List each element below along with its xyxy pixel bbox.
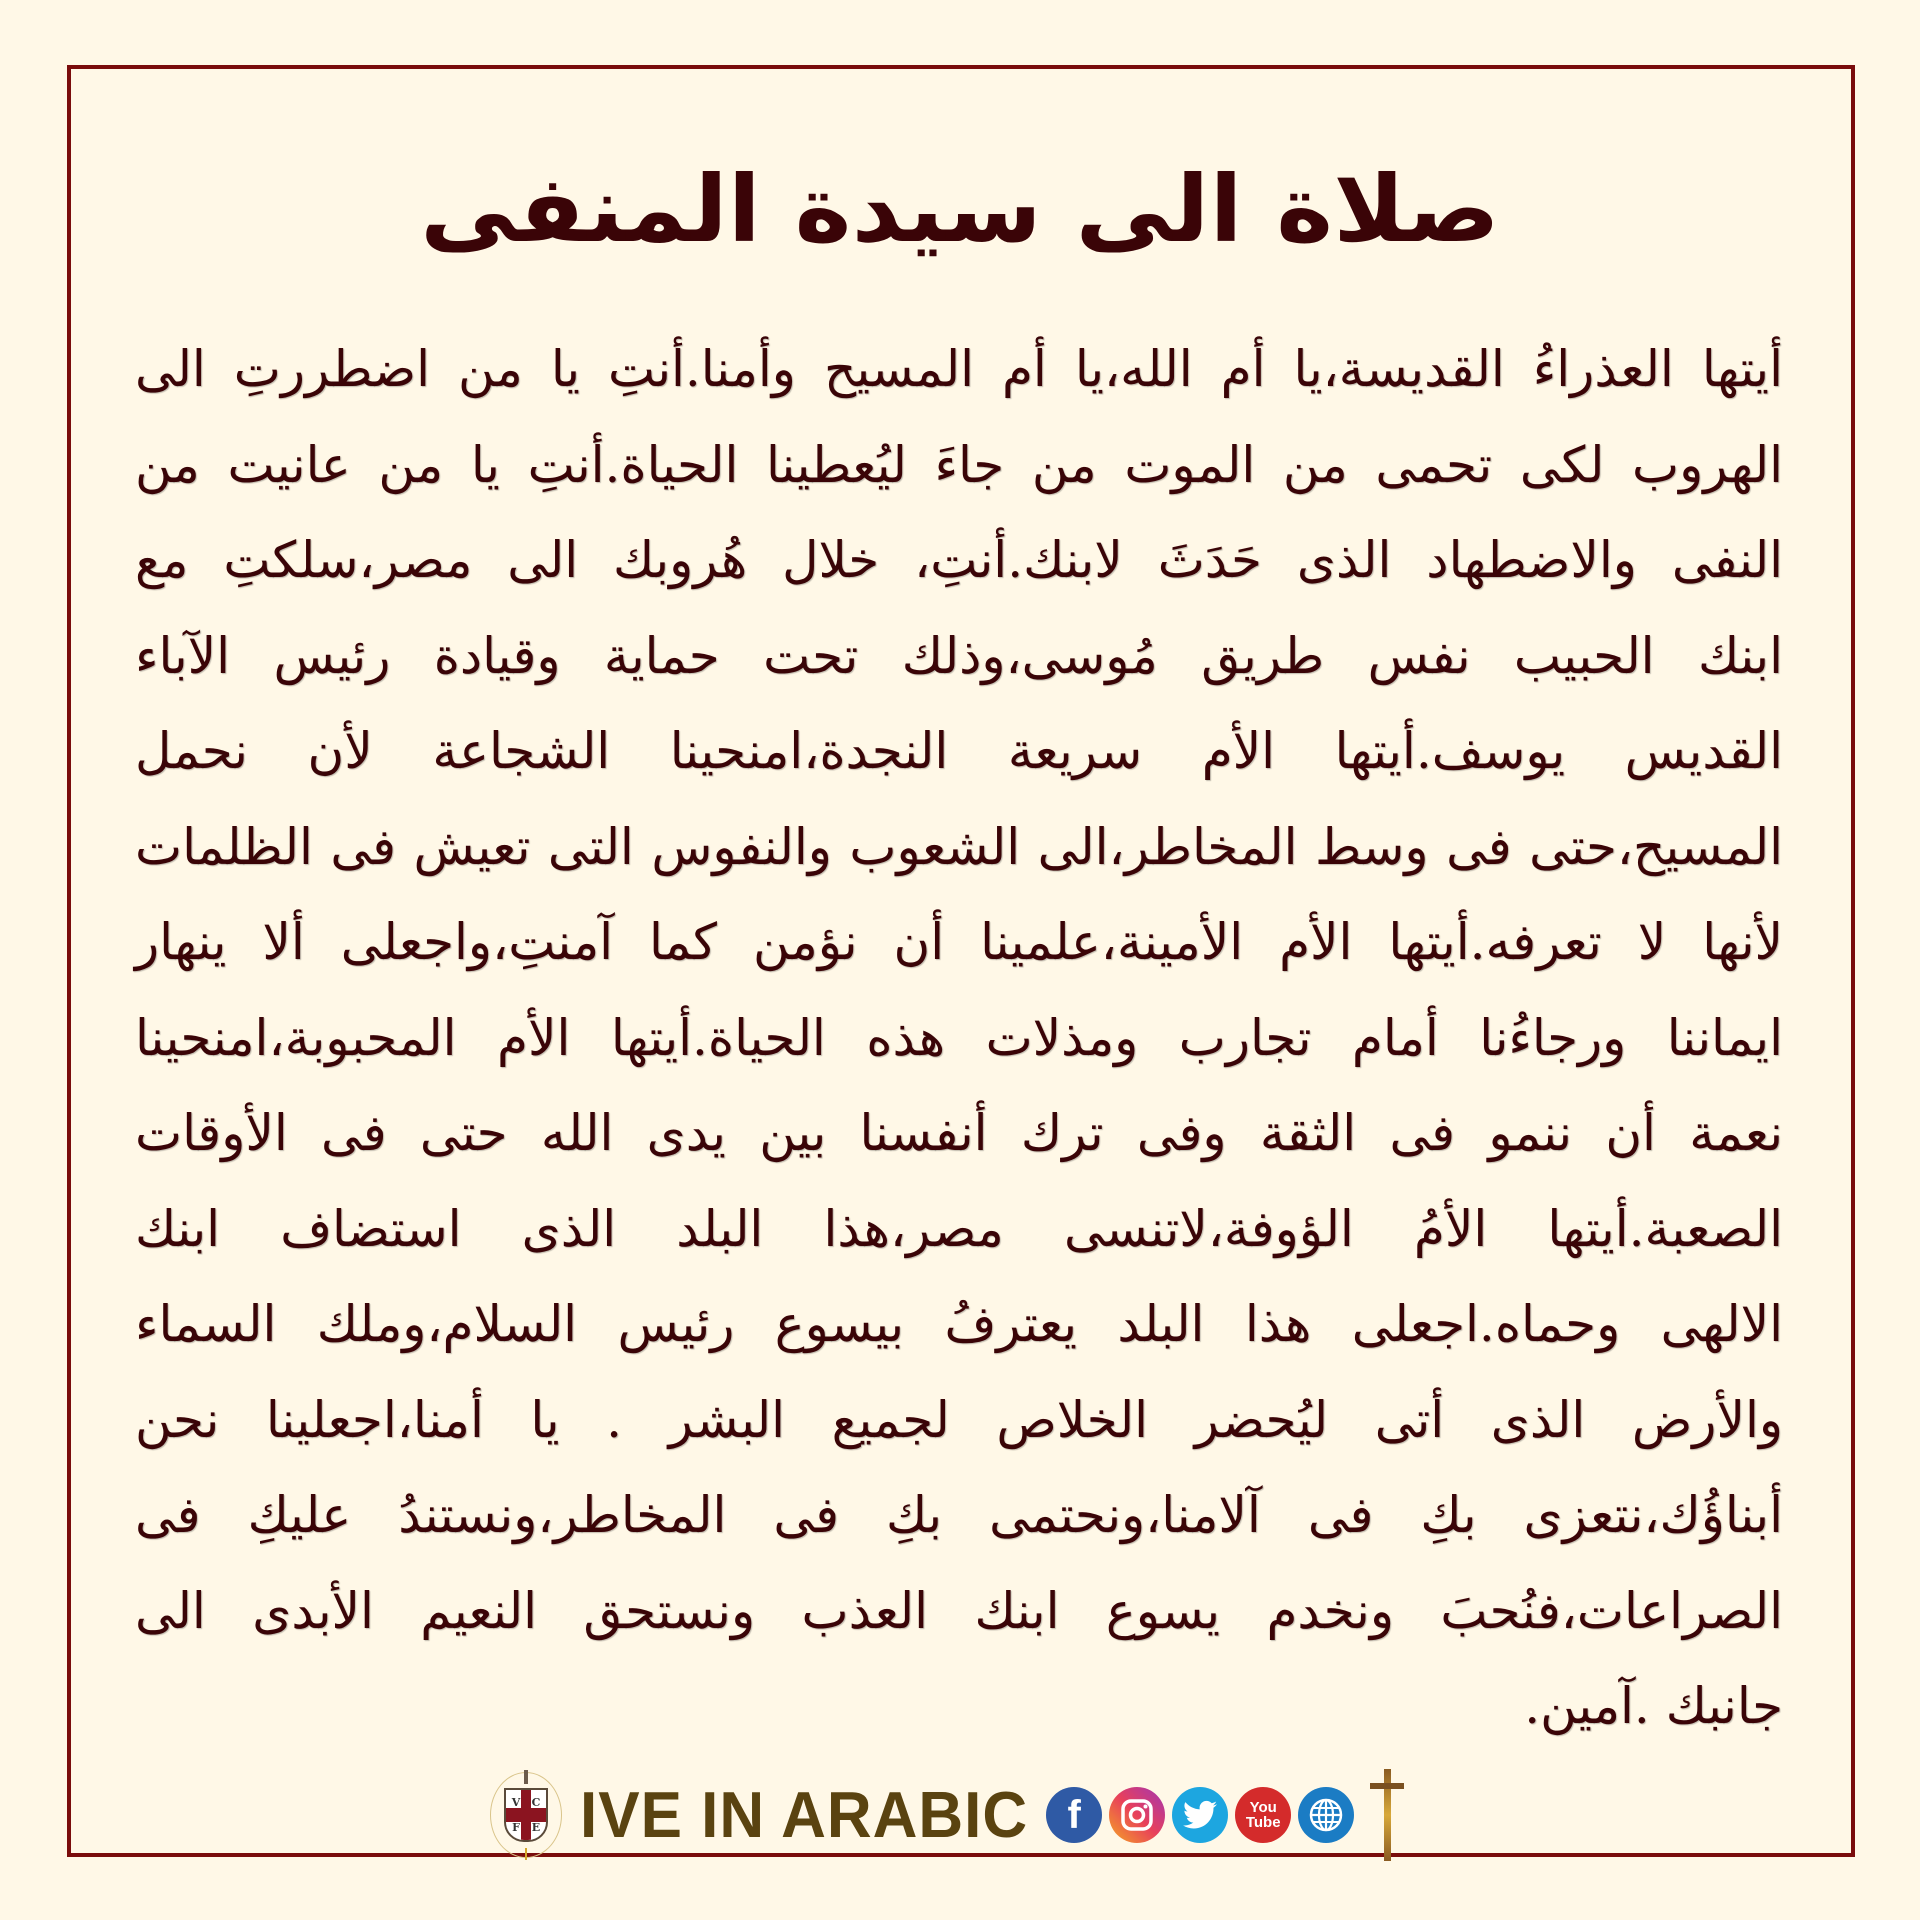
prayer-line: أيتها العذراءُ القديسة،يا أم الله،يا أم المسيح وأمنا.أنتِ يا من اضطررتِ الى [135,340,1783,398]
crucifix-horizontal [1370,1783,1404,1789]
globe-icon[interactable] [1298,1787,1354,1843]
youtube-glyph-bottom: Tube [1245,1814,1281,1831]
globe-glyph [1307,1796,1345,1834]
prayer-line: ابنك الحبيب نفس طريق مُوسى،وذلك تحت حماية وقيادة رئيس الآباء [135,626,1783,685]
prayer-line: ايماننا ورجاءُنا أمام تجارب ومذلات هذه الحياة.أيتها الأم المحبوبة،امنحينا [135,1008,1783,1067]
prayer-line: أبناؤُك،نتعزى بكِ فى آلامنا،ونحتمى بكِ فى المخاطر،ونستندُ عليكِ فى [135,1486,1783,1544]
youtube-icon[interactable] [1235,1787,1291,1843]
crest-letter: F [512,1821,520,1834]
crest-letter: E [531,1821,541,1834]
youtube-glyph-top: You [1249,1799,1277,1816]
facebook-icon[interactable] [1046,1787,1102,1843]
prayer-line: الصراعات،فنُحبَ ونخدم يسوع ابنك العذب ونستحق النعيم الأبدى الى [135,1581,1783,1640]
facebook-glyph: f [1067,1792,1081,1837]
prayer-body [135,322,1783,1755]
instagram-icon[interactable] [1109,1787,1165,1843]
twitter-icon[interactable] [1172,1787,1228,1843]
prayer-line: لأنها لا تعرفه.أيتها الأم الأمينة،علمينا أن نؤمن كما آمنتِ،واجعلى ألا ينهار [135,913,1783,971]
crest-shield [504,1788,548,1842]
ive-crest-icon [490,1770,562,1860]
sword-icon [524,1770,528,1784]
prayer-line: النفى والاضطهاد الذى حَدَثَ لابنك.أنتِ، خلال هُروبك الى مصر،سلكتِ مع [135,531,1783,589]
twitter-bird-glyph [1183,1800,1217,1830]
prayer-line: القديس يوسف.أيتها الأم سريعة النجدة،امنحينا الشجاعة لأن نحمل [135,722,1783,780]
prayer-line: الصعبة.أيتها الأمُ الؤوفة،لاتنسى مصر،هذا البلد الذى استضاف ابنك [135,1199,1783,1258]
brand-name: IVE IN ARABIC [580,1778,1029,1852]
footer-branding [490,1770,1404,1860]
prayer-line-last: جانبك .آمين. [1524,1677,1783,1735]
small-cross-icon [525,1848,527,1860]
crucifix-icon [1370,1769,1404,1861]
page-title: صلاة الى سيدة المنفى [420,156,1500,263]
crest-letter: C [531,1796,541,1809]
prayer-line: الالهى وحماه.اجعلى هذا البلد يعترفُ بيسوع رئيس السلام،وملك السماء [135,1295,1783,1353]
crest-letter: V [511,1796,521,1809]
instagram-glyph [1120,1798,1154,1832]
social-links [1046,1787,1354,1843]
prayer-line: والأرض الذى أتى ليُحضر الخلاص لجميع البشر . يا أمنا،اجعلينا نحن [135,1390,1783,1449]
prayer-line: المسيح،حتى فى وسط المخاطر،الى الشعوب والنفوس التى تعيش فى الظلمات [135,817,1783,876]
prayer-line: الهروب لكى تحمى من الموت من جاءَ ليُعطينا الحياة.أنتِ يا من عانيت من [135,435,1783,494]
prayer-line: نعمة أن ننمو فى الثقة وفى ترك أنفسنا بين يدى الله حتى فى الأوقات [135,1104,1783,1162]
